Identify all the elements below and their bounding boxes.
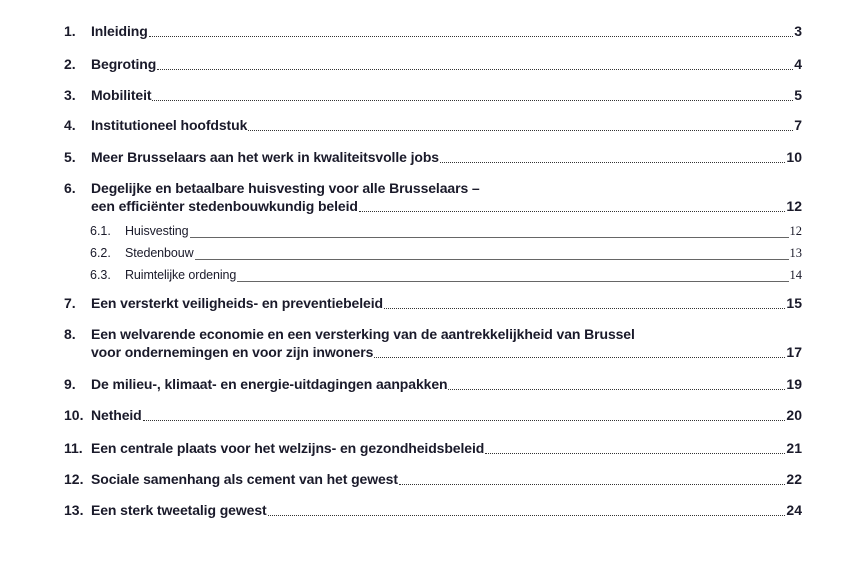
entry-number: 1. [64, 23, 76, 39]
dot-leader [485, 452, 785, 454]
line-leader [195, 258, 789, 260]
entry-title: Begroting [91, 56, 157, 72]
toc-entry-6[interactable] [64, 180, 802, 216]
entry-page: 13 [789, 246, 802, 260]
dot-leader [157, 68, 793, 70]
toc-entry-2[interactable] [64, 56, 802, 74]
toc-entry-13[interactable] [64, 502, 802, 520]
entry-number: 10. [64, 407, 84, 423]
toc-entry-5[interactable] [64, 149, 802, 167]
entry-number: 2. [64, 56, 76, 72]
entry-page: 17 [786, 344, 802, 360]
entry-page: 24 [786, 502, 802, 518]
entry-title: De milieu-, klimaat- en energie-uitdagingen aanpakken [91, 376, 448, 392]
entry-page: 12 [786, 198, 802, 214]
entry-page: 21 [786, 440, 802, 456]
entry-title: Een versterkt veiligheids- en preventiebeleid [91, 295, 383, 311]
toc-entry-3[interactable] [64, 87, 802, 105]
entry-title: Sociale samenhang als cement van het gewest [91, 471, 398, 487]
entry-number: 6. [64, 180, 76, 196]
entry-title: Meer Brusselaars aan het werk in kwaliteitsvolle jobs [91, 149, 439, 165]
toc-subentry-6-1[interactable] [90, 224, 802, 242]
entry-page: 15 [786, 295, 802, 311]
toc-entry-10[interactable] [64, 407, 802, 425]
entry-title: Een sterk tweetalig gewest [91, 502, 267, 518]
toc-entry-4[interactable] [64, 117, 802, 135]
entry-title: Netheid [91, 407, 142, 423]
entry-title: een efficiënter stedenbouwkundig beleid [91, 198, 358, 214]
entry-title-line1: Degelijke en betaalbare huisvesting voor alle Brusselaars – [91, 180, 480, 196]
entry-number: 3. [64, 87, 76, 103]
line-leader [237, 280, 788, 282]
entry-page: 14 [789, 268, 802, 282]
toc-subentry-6-2[interactable] [90, 246, 802, 264]
entry-page: 12 [789, 224, 802, 238]
entry-number: 8. [64, 326, 76, 342]
entry-number: 9. [64, 376, 76, 392]
entry-page: 20 [786, 407, 802, 423]
dot-leader [399, 483, 785, 485]
dot-leader [152, 99, 793, 101]
entry-number: 6.3. [90, 268, 111, 282]
dot-leader [248, 129, 793, 131]
entry-number: 6.2. [90, 246, 111, 260]
entry-number: 7. [64, 295, 76, 311]
toc-entry-9[interactable] [64, 376, 802, 394]
toc-entry-7[interactable] [64, 295, 802, 313]
entry-number: 13. [64, 502, 84, 518]
entry-page: 5 [794, 87, 802, 103]
dot-leader [359, 210, 786, 212]
entry-page: 4 [794, 56, 802, 72]
dot-leader [149, 35, 794, 37]
entry-title: Ruimtelijke ordening [125, 268, 237, 282]
entry-title: voor ondernemingen en voor zijn inwoners [91, 344, 374, 360]
entry-title: Institutioneel hoofdstuk [91, 117, 248, 133]
toc-subentry-6-3[interactable] [90, 268, 802, 286]
entry-title: Huisvesting [125, 224, 189, 238]
toc-entry-11[interactable] [64, 440, 802, 458]
entry-page: 22 [786, 471, 802, 487]
toc-entry-12[interactable] [64, 471, 802, 489]
entry-number: 5. [64, 149, 76, 165]
entry-number: 11. [64, 440, 83, 456]
entry-number: 6.1. [90, 224, 111, 238]
entry-number: 4. [64, 117, 76, 133]
entry-title: Mobiliteit [91, 87, 152, 103]
entry-title-line1: Een welvarende economie en een versterking van de aantrekkelijkheid van Brussel [91, 326, 635, 342]
toc-entry-1[interactable] [64, 23, 802, 41]
dot-leader [374, 356, 785, 358]
entry-page: 10 [786, 149, 802, 165]
entry-page: 3 [794, 23, 802, 39]
entry-title: Inleiding [91, 23, 148, 39]
entry-page: 7 [794, 117, 802, 133]
entry-title: Een centrale plaats voor het welzijns- en gezondheidsbeleid [91, 440, 485, 456]
dot-leader [440, 161, 785, 163]
line-leader [190, 236, 789, 238]
dot-leader [448, 388, 785, 390]
entry-page: 19 [786, 376, 802, 392]
entry-title: Stedenbouw [125, 246, 194, 260]
toc-entry-8[interactable] [64, 326, 802, 362]
dot-leader [268, 514, 786, 516]
dot-leader [384, 307, 785, 309]
dot-leader [143, 419, 786, 421]
entry-number: 12. [64, 471, 84, 487]
